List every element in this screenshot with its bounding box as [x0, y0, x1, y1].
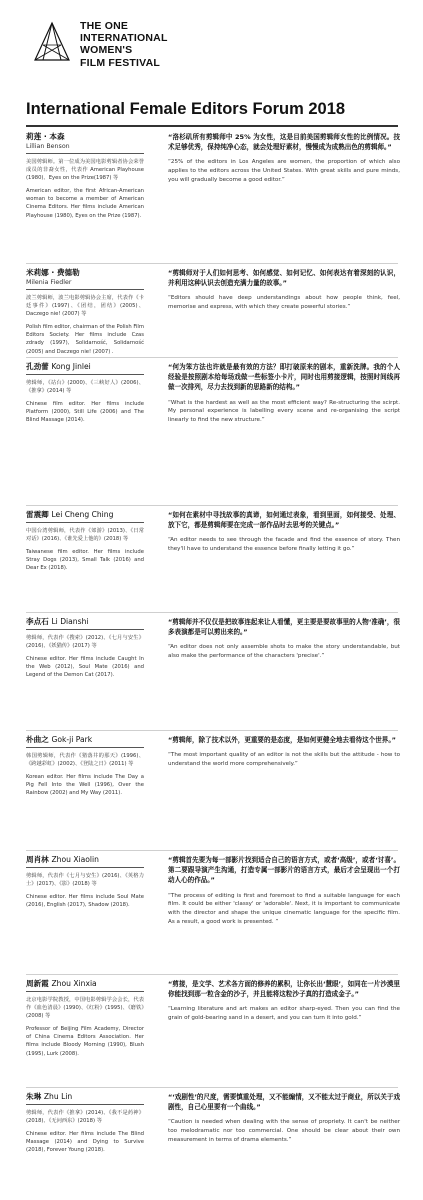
- editor-quotes: [168, 268, 400, 312]
- editor-name-cn: 朴曲之 Gok-ji Park: [26, 735, 93, 744]
- editor-quotes: [168, 735, 400, 769]
- page-title: International Female Editors Forum 2018: [26, 100, 346, 118]
- editor-profile: [26, 132, 144, 225]
- festival-name: THE ONE INTERNATIONAL WOMEN'S FILM FESTIVAL: [80, 20, 168, 69]
- editor-quotes: [168, 510, 400, 554]
- editor-bio-en: Chinese film editor. Her films include Platform (2000), Still Life (2006) and The Blind Massage (2014).: [26, 401, 144, 424]
- editor-bio-en: Taiwanese film editor. Her films include Stray Dogs (2013), Small Talk (2016) and Dear Ex (2018).: [26, 549, 144, 572]
- editor-bio-cn: 剪辑师，《站台》(2000)、《三峡好人》(2006)、《推拿》(2014) 等: [26, 380, 144, 395]
- editor-quote-en: “The process of editing is first and foremost to find a suitable language for each film. It could be either 'classy' or 'adorable'. Next, it is important to communicate with the director and shape the unique cinematic language for the specific film. As a result, a good work is presented. ”: [168, 892, 400, 925]
- editor-bio-en: Chinese editor. Her films include Caught In the Web (2012), Soul Mate (2016) and Legend of the Demon Cat (2017).: [26, 656, 144, 679]
- editor-quotes: [168, 979, 400, 1023]
- editor-quote-en: “25% of the editors in Los Angeles are women, the proportion of which also applies to the editors across the United States. With great skills and pure minds, you will gradually become a good editor.”: [168, 159, 400, 183]
- editor-quote-cn: “剪辑师对于人们如何思考、如何感觉、如何记忆、如何表达有着深刻的认识，并利用这种认识去创造充满力量的故事。”: [168, 269, 400, 288]
- editor-bio-en: Polish film editor, chairman of the Polish Film Editors Society. Her films include Czas zdrady (1997), Solidarność, Solidarność (2005) and Daczego nie! (2007) .: [26, 324, 144, 355]
- entry-divider: [26, 263, 398, 264]
- editor-profile: [26, 362, 144, 429]
- name-divider: [26, 867, 144, 868]
- editor-bio-cn: 韩国剪辑师，代表作《猪落井的那天》(1996)、《跨越彩虹》(2002)、《登陆之日》(2011) 等: [26, 753, 144, 768]
- editor-quotes: [168, 617, 400, 661]
- editor-name-en: Lillian Benson: [26, 143, 70, 150]
- entry-divider: [26, 612, 398, 613]
- editor-profile: [26, 735, 144, 802]
- editor-quote-en: “An editor does not only assemble shots to make the story understandable, but also make the performance of the characters 'precise'.”: [168, 644, 400, 660]
- editor-name-cn: 周新霞 Zhou Xinxia: [26, 979, 97, 988]
- entry-divider: [26, 505, 398, 506]
- editor-bio-en: Chinese editor. Her films include Soul Mate (2016), English (2017), Shadow (2018).: [26, 894, 144, 909]
- editor-quotes: [168, 1092, 400, 1145]
- entry-divider: [26, 357, 398, 358]
- editor-quote-cn: “洛杉矶所有剪辑师中 25% 为女性，这是目前美国剪辑师女性的比例情况。技术足够优秀，保持纯净心态，就会处理好素材，慢慢成为成熟出色的剪辑师。”: [168, 133, 400, 152]
- editor-quote-cn: “剪辑首先要为每一部影片找到适合自己的语言方式，或者‘高级’，或者‘讨喜’。第二要跟导演产生沟通，打造专属一部影片的语言方式，最后才会呈现出一个打动人心的作品。”: [168, 856, 400, 885]
- name-divider: [26, 289, 144, 290]
- editor-name-cn: 周肖林 Zhou Xiaolin: [26, 855, 99, 864]
- editor-quotes: [168, 362, 400, 425]
- editor-bio-cn: 中国台湾剪辑师，代表作《郊游》(2013)、《日常对话》(2016)、《谁先爱上他的》(2018) 等: [26, 528, 144, 543]
- editor-quote-en: “An editor needs to see through the facade and find the essence of story. Then they'll have to understand the essence before finally letting it go.”: [168, 537, 400, 553]
- editor-bio-cn: 北京电影学院教授，中国电影剪辑学会会长，代表作《血色清晨》(1990)、《红粉》(1995)、《磨铁》(2008) 等: [26, 997, 144, 1020]
- entry-divider: [26, 974, 398, 975]
- editor-quote-cn: “如何在素材中寻找故事的真谛，如何通过表象，看到里面，如何接受、处理、放下它，都是剪辑师要在完成一部作品时去思考的关键点。”: [168, 511, 400, 530]
- title-divider: [26, 125, 398, 127]
- editor-quote-en: “Caution is needed when dealing with the sense of propriety. It can't be neither too melodramatic nor too commercial. One should be clear about their own measurement in terms of drama elements.”: [168, 1119, 400, 1143]
- editor-name-cn: 米莉娜 · 费德勒: [26, 268, 80, 277]
- editor-profile: [26, 268, 144, 361]
- name-divider: [26, 747, 144, 748]
- editor-name-en: Lei Cheng Ching: [51, 510, 114, 519]
- entry-divider: [26, 1087, 398, 1088]
- editor-name-en: Milenia Fiedler: [26, 279, 72, 286]
- editor-bio-cn: 剪辑师，代表作《搜索》(2012)、《七月与安生》(2016)、《妖猫传》(2017) 等: [26, 635, 144, 650]
- editor-bio-cn: 波兰剪辑师，波兰电影剪辑协会主席，代表作《卡廷事件》(1997)、《团结，团结》(2005)、Daczego nie! (2007) 等: [26, 295, 144, 318]
- editor-quotes: [168, 132, 400, 185]
- editor-name-en: Li Dianshi: [51, 617, 89, 626]
- editor-name-cn: 雷震卿 Lei Cheng Ching: [26, 510, 114, 519]
- editor-name-cn: 朱琳 Zhu Lin: [26, 1092, 73, 1101]
- editor-quotes: [168, 855, 400, 927]
- editor-quote-cn: “剪接，是文学、艺术各方面的修养的累积，让你长出‘慧眼’，如同在一片沙漠里你能找到那一粒含金的沙子，并且能将这粒沙子真的打造成金子。”: [168, 980, 400, 999]
- editor-quote-cn: “何为笨方法也许就是最有效的方法？即打破原来的剧本，重新洗牌。我的个人经验是按照剧本给每场戏做一些标签小卡片，同时也用剪接逻辑，按照时间线再做一次排列，尽力去找到新的思路新的结构。”: [168, 363, 400, 392]
- editor-bio-en: Professor of Beijing Film Academy, Director of China Cinema Editors Association. Her films include Bloody Morning (1990), Blush (1995), Lurk (2008).: [26, 1026, 144, 1057]
- editor-name-en: Zhou Xinxia: [51, 979, 97, 988]
- editor-quote-cn: “‘戏剧性’的尺度，需要慎重处理，又不能煽情，又不能太过于商业，所以关于戏剧性，自己心里要有一个曲线。”: [168, 1093, 400, 1112]
- editor-bio-cn: 剪辑师，代表作《七月与安生》(2016)、《英格力士》(2017)、《影》(2018) 等: [26, 873, 144, 888]
- editor-name-en: Zhu Lin: [43, 1092, 73, 1101]
- editor-quote-en: “Learning literature and art makes an editor sharp-eyed. Then you can find the grain of gold-bearing sand in a desert, and you can turn it into gold.”: [168, 1006, 400, 1022]
- editor-bio-en: Korean editor. Her films include The Day a Pig Fell Into the Well (1996), Over the Rainbow (2002) and My Way (2011).: [26, 774, 144, 797]
- editor-quote-cn: “剪辑师，除了技术以外，更重要的是态度，是如何更健全地去看待这个世界。”: [168, 736, 396, 744]
- name-divider: [26, 374, 144, 375]
- editor-bio-cn: 剪辑师，代表作《推拿》(2014)、《我不是药神》(2018)、《无问西东》(2018) 等: [26, 1110, 144, 1125]
- entry-divider: [26, 850, 398, 851]
- entry-divider: [26, 730, 398, 731]
- name-divider: [26, 1104, 144, 1105]
- editor-bio-cn: 美国剪辑师。第一位成为美国电影剪辑者协会荣誉成员的非裔女性，代表作 American Playhouse (1980)、Eyes on the Prize(1987) 等: [26, 159, 144, 182]
- editor-profile: [26, 510, 144, 577]
- name-divider: [26, 153, 144, 154]
- editor-name-en: Gok-ji Park: [51, 735, 93, 744]
- editor-quote-cn: “剪辑师并不仅仅是把故事连起来让人看懂，更主要是要故事里的人物‘准确’，很多表演都是可以剪出来的。”: [168, 618, 400, 637]
- festival-logo-icon: [32, 20, 72, 64]
- editor-name-en: Zhou Xiaolin: [51, 855, 99, 864]
- editor-profile: [26, 979, 144, 1063]
- name-divider: [26, 629, 144, 630]
- editor-quote-en: “Editors should have deep understandings about how people think, feel, memorise and express, with which they create powerful stories.”: [168, 295, 400, 311]
- editor-quote-en: “What is the hardest as well as the most efficient way? Re-structuring the scirpt. My personal experience is labelling every scene and re-organising the script linearly to find the new structure.”: [168, 399, 400, 424]
- editor-bio-en: Chinese editor. Her films include The Blind Massage (2014) and Dying to Survive (2018), Forever Young (2018).: [26, 1131, 144, 1154]
- editor-name-en: Kong Jinlei: [51, 362, 91, 371]
- editor-profile: [26, 617, 144, 684]
- editor-name-cn: 李点石 Li Dianshi: [26, 617, 89, 626]
- editor-profile: [26, 1092, 144, 1159]
- editor-profile: [26, 855, 144, 914]
- name-divider: [26, 991, 144, 992]
- editor-quote-en: “The most important quality of an editor is not the skills but the attitude - how to understand the world more comprehensively.”: [168, 752, 400, 767]
- editor-name-cn: 莉莲 · 本森: [26, 132, 65, 141]
- festival-header: [24, 14, 404, 84]
- editor-bio-en: American editor, the first African-American woman to become a member of American Cinema Editors. Her films include American Playhouse (1980), Eyes on the Prize (1987).: [26, 188, 144, 219]
- name-divider: [26, 522, 144, 523]
- editor-name-cn: 孔劲蕾 Kong Jinlei: [26, 362, 91, 371]
